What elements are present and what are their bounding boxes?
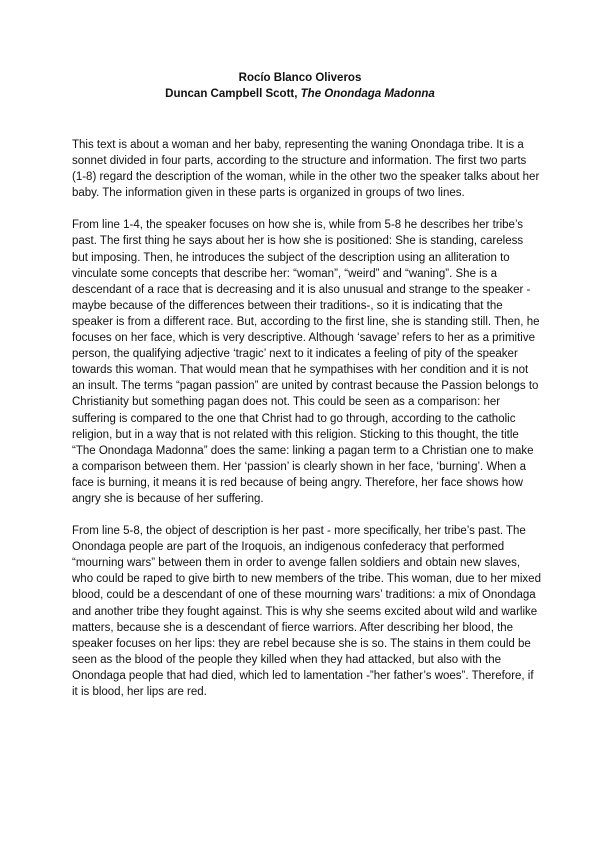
paragraph-intro: This text is about a woman and her baby, representing the waning Onondaga tribe. It is a sonnet divided in four parts, according to the structure and information. The first two parts (1-8) regard the description of the woman, while in the other two the speaker talks about her baby. The information given in these parts is organized in groups of two lines.	[72, 139, 540, 200]
paragraph-lines-1-4: From line 1-4, the speaker focuses on how she is, while from 5-8 he describes her tribe’s past. The first thing he says about her is how she is positioned: She is standing, careless but imposing. Then, he introduces the subject of the description using an alliteration to vinculate some concepts that describe her: “woman”, “weird” and “waning”. She is a descendant of a race that is decreasing and it is also unusual and strange to the speaker -maybe because of the differences between their traditions-, so it is indicating that the speaker is from a different race. But, according to the first line, she is standing still. Then, he focuses on her face, which is very descriptive. Although ‘savage’ refers to her as a primitive person, the qualifying adjective ‘tragic’ next to it indicates a feeling of pity of the speaker towards this woman. That would mean that he sympathises with her condition and it is not an insult. The terms “pagan passion” are united by contrast because the Passion belongs to Christianity but something pagan does not. This could be seen as a comparison: her suffering is compared to the one that Christ had to go through, according to the catholic religion, but in a way that is not related with this religion. Sticking to this thought, the title “The Onondaga Madonna” does the same: linking a pagan term to a Christian one to make a comparison between them. Her ‘passion’ is clearly shown in her face, ‘burning’. When a face is burning, it means it is red because of being angry. Therefore, her face shows how angry she is because of her suffering.	[72, 219, 540, 505]
essay-title	[0, 86, 600, 102]
paragraph-lines-5-8: From line 5-8, the object of description is her past - more specifically, her tribe’s past. The Onondaga people are part of the Iroquois, an indigenous confederacy that performed “mourning wars” between them in order to avenge fallen soldiers and obtain new slaves, who could be raped to give birth to new members of the tribe. This woman, due to her mixed blood, could be a descendant of one of these mourning wars’ traditions: a mix of Onondaga and another tribe they fought against. This is why she seems excited about wild and warlike matters, because she is a descendant of fierce warriors. After describing her blood, the speaker focuses on her lips: they are rebel because she is so. The stains in them could be seen as the blood of the people they killed when they had attacked, but also with the Onondaga people that had died, which led to lamentation -”her father’s woes”. Therefore, if it is blood, her lips are red.	[72, 525, 541, 698]
poet-name: Duncan Campbell Scott,	[165, 88, 298, 100]
document-header	[0, 70, 600, 102]
author-name: Rocío Blanco Oliveros	[238, 72, 362, 84]
document-body	[72, 137, 542, 716]
poem-title: The Onondaga Madonna	[300, 88, 435, 100]
